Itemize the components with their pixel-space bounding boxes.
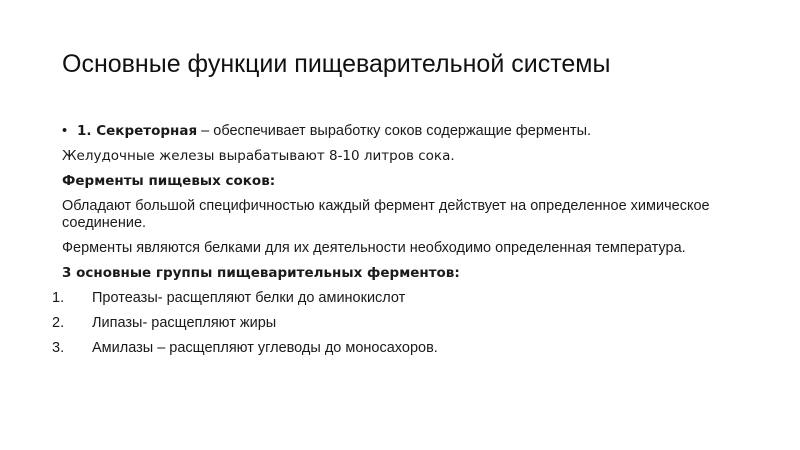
paragraph-text: Ферменты пищевых соков: xyxy=(62,173,276,189)
list-item-text: Амилазы – расщепляют углеводы до моносахоров. xyxy=(92,340,438,356)
paragraph-gastric-glands xyxy=(62,148,752,165)
paragraph-heading-groups xyxy=(62,265,752,282)
bullet-item xyxy=(62,123,752,140)
bullet-bold-text: 1. Секреторная xyxy=(77,123,198,139)
bullet-text xyxy=(62,123,752,140)
paragraph-specificity: Обладают большой специфичностью каждый фермент действует на определенное химическое соединение. xyxy=(62,198,710,231)
paragraph-text: Желудочные железы вырабатывают 8-10 литров сока. xyxy=(62,148,455,164)
paragraph-heading-enzymes xyxy=(62,173,752,190)
list-item-number: 1. xyxy=(52,290,65,306)
slide-title: Основные функции пищеварительной системы xyxy=(62,50,611,78)
paragraph-text: 3 основные группы пищеварительных ферментов: xyxy=(62,265,460,281)
slide-content xyxy=(52,123,752,365)
bullet-marker: • xyxy=(62,123,68,139)
list-item-number: 3. xyxy=(52,340,65,356)
list-item-number: 2. xyxy=(52,315,65,331)
list-item xyxy=(52,290,742,307)
list-item-text: Протеазы- расщепляют белки до аминокислот xyxy=(92,290,406,306)
list-item-text: Липазы- расщепляют жиры xyxy=(92,315,277,331)
list-item xyxy=(52,340,742,357)
list-item xyxy=(52,315,742,332)
enzyme-list xyxy=(52,290,742,357)
paragraph-proteins: Ферменты являются белками для их деятельности необходимо определенная температура. xyxy=(62,240,686,256)
bullet-rest-text: – обеспечивает выработку соков содержащие ферменты. xyxy=(197,123,592,139)
